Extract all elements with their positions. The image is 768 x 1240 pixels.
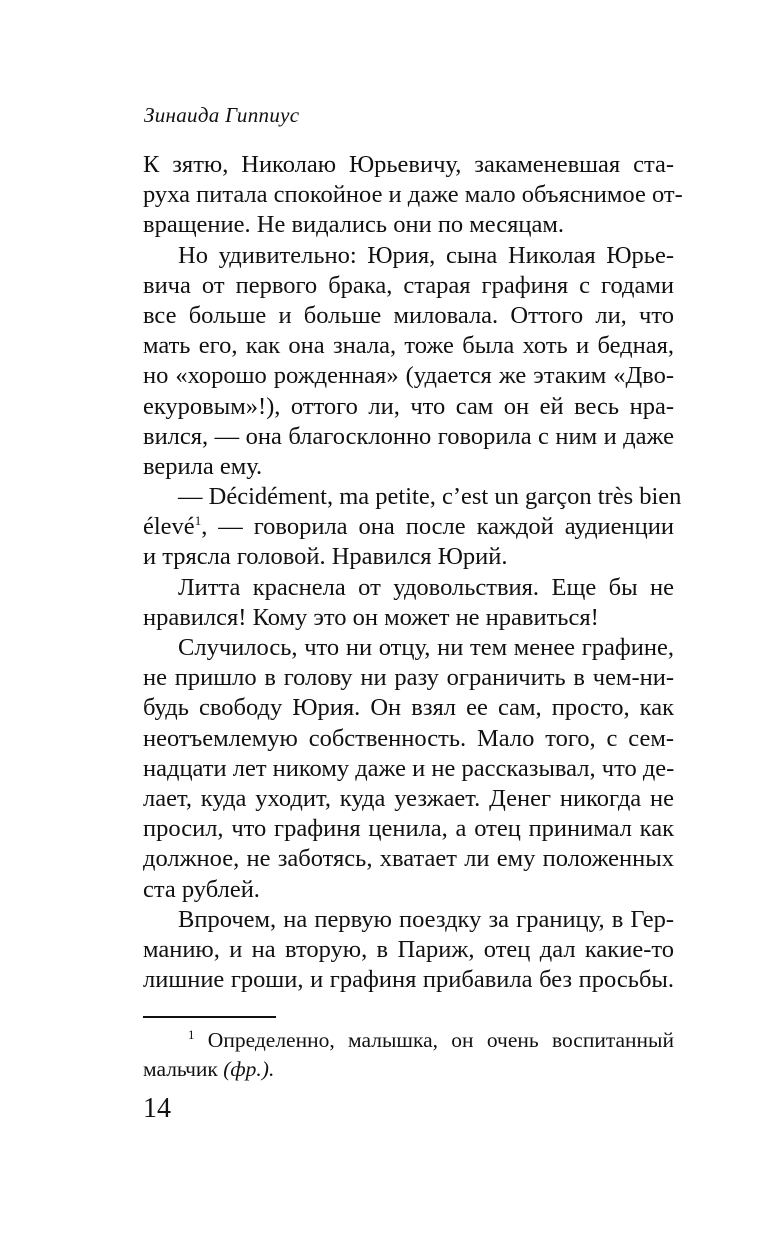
- text-line: верила ему.: [143, 452, 263, 480]
- text-line: Случилось, что ни отцу, ни тем менее графине,: [178, 634, 674, 661]
- text-line: неотъемлемую собственность. Мало того, с сем-: [143, 724, 674, 752]
- running-header-author: Зинаида Гиппиус: [144, 103, 300, 127]
- text-line: руха питала спокойное и даже мало объяснимое от-: [143, 181, 683, 209]
- text-line: но «хорошо рожденная» (удается же этаким «Дво-: [143, 362, 674, 390]
- footnote-text: Определенно, малышка, он очень воспитанный: [207, 1028, 674, 1052]
- text-line: К зятю, Николаю Юрьевичу, закаменевшая ста-: [143, 151, 674, 178]
- text-line: и трясла головой. Нравился Юрий.: [143, 543, 508, 571]
- text-line: лишние гроши, и графиня прибавила без просьбы.: [143, 966, 674, 994]
- footnote-marker: 1: [188, 1026, 195, 1042]
- text-line: лает, куда уходит, куда уезжает. Денег никогда не: [143, 784, 674, 812]
- text-fragment: élevé: [143, 513, 195, 541]
- footnote-reference: 1: [194, 513, 202, 529]
- text-line: вился, — она благосклонно говорила с ним и даже: [143, 422, 674, 450]
- footnote: [143, 1026, 674, 1084]
- text-line: ста рублей.: [143, 875, 260, 903]
- text-line: просил, что графиня ценила, а отец принимал как: [143, 815, 674, 843]
- text-line: — Décidément, ma petite, c’est un garçon très bien: [178, 483, 682, 511]
- text-line: Но удивительно: Юрия, сына Николая Юрье-: [178, 241, 674, 269]
- text-line: Литта краснела от удовольствия. Еще бы не: [178, 573, 674, 601]
- footnote-line: [143, 1026, 674, 1055]
- text-line-with-footnote-ref: [143, 512, 674, 542]
- page-number: 14: [143, 1093, 171, 1124]
- text-line: вращение. Не видались они по месяцам.: [143, 211, 565, 239]
- text-line: мать его, как она знала, тоже была хоть и бедная,: [143, 332, 674, 360]
- text-line: не пришло в голову ни разу ограничить в чем-ни-: [143, 664, 674, 692]
- footnote-line: [143, 1055, 674, 1084]
- text-line: будь свободу Юрия. Он взял ее сам, просто, как: [143, 694, 674, 722]
- footnote-divider: [143, 1016, 276, 1018]
- text-line: вича от первого брака, старая графиня с годами: [143, 271, 674, 299]
- text-line: екуровым»!), оттого ли, что сам он ей весь нра-: [143, 392, 674, 420]
- text-line: манию, и на вторую, в Париж, отец дал какие-то: [143, 935, 674, 963]
- text-line: все больше и больше миловала. Оттого ли, что: [143, 301, 674, 329]
- footnote-text: мальчик: [143, 1057, 224, 1081]
- text-line: должное, не заботясь, хватает ли ему положенных: [143, 845, 674, 873]
- footnote-language-note: (фр.).: [223, 1057, 275, 1081]
- body-text: [143, 150, 683, 995]
- text-line: нравился! Кому это он может не нравиться!: [143, 603, 599, 631]
- text-fragment: , — говорила она после каждой аудиенции: [201, 513, 674, 541]
- text-line: надцати лет никому даже и не рассказывал, что де-: [143, 754, 675, 782]
- text-line: Впрочем, на первую поездку за границу, в Гер-: [178, 905, 674, 933]
